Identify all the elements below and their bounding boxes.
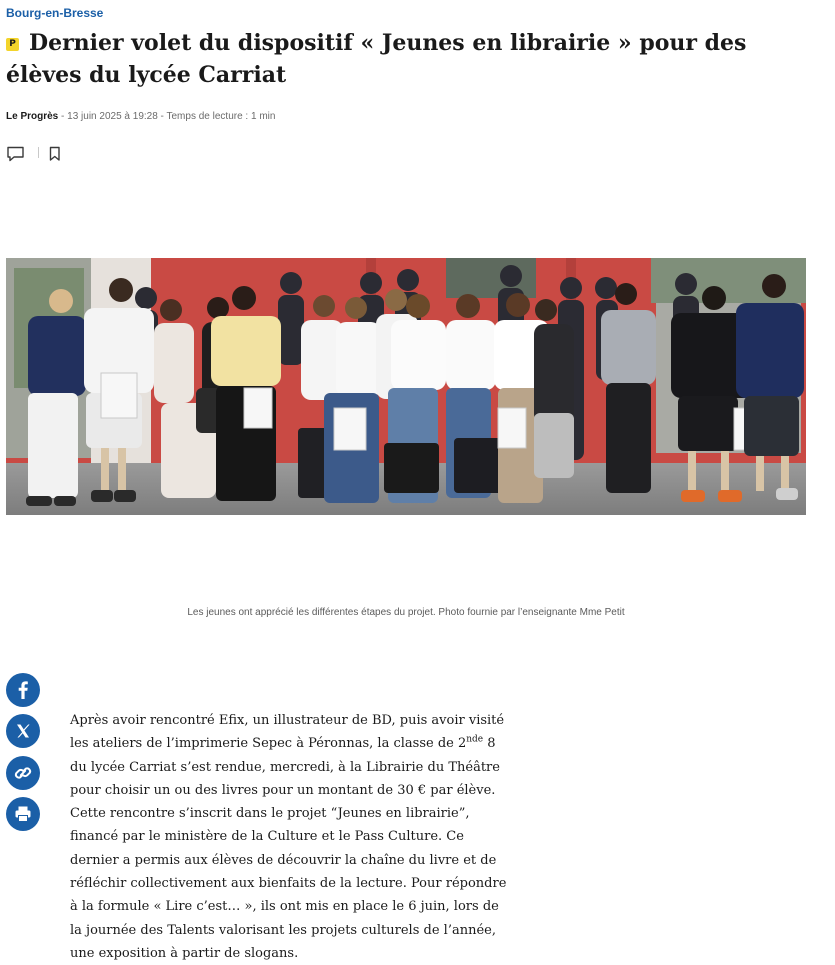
article-body-superscript: nde	[466, 734, 484, 745]
article-body-part2: 8 du lycée Carriat s’est rendue, mercredi, à la Librairie du Théâtre pour choisir un ou des livres pour un montant de 30 € par élève. Cette rencontre s’inscrit dans le projet “Jeunes en librairie”, financé par le ministère de la Culture et le Pass Culture. Ce dernier a permis aux élèves de découvrir la chaîne du livre et de réfléchir collectivement aux bienfaits de la lecture. Pour répondre à la formule « Lire c’est… », ils ont mis en place le 6 juin, lors de la journée des Talents valorisant les projets culturels de l’année, une exposition à partir de slogans.	[70, 736, 507, 961]
article-title-text: Dernier volet du dispositif « Jeunes en librairie » pour des élèves du lycée Carriat	[6, 30, 747, 88]
print-icon	[6, 797, 40, 831]
byline-reading-time: Temps de lecture : 1 min	[166, 111, 276, 122]
byline-separator: -	[157, 111, 167, 122]
photo-caption: Les jeunes ont apprécié les différentes étapes du projet. Photo fournie par l’enseignante Mme Petit	[187, 607, 625, 618]
bookmark-icon[interactable]	[48, 145, 62, 163]
share-link-button[interactable]	[6, 756, 40, 790]
actions-divider	[38, 147, 39, 158]
byline-date: 13 juin 2025 à 19:28	[67, 111, 158, 122]
byline-separator: -	[58, 111, 68, 122]
share-print-button[interactable]	[6, 797, 40, 831]
share-facebook-button[interactable]	[6, 673, 40, 707]
article-body-part1: Après avoir rencontré Efix, un illustrateur de BD, puis avoir visité les ateliers de l’imprimerie Sepec à Péronnas, la classe de 2	[70, 713, 505, 752]
comment-icon[interactable]	[6, 145, 26, 163]
article-photo	[6, 258, 806, 515]
share-x-button[interactable]	[6, 714, 40, 748]
link-icon	[6, 756, 40, 790]
byline	[6, 111, 275, 122]
x-icon	[6, 714, 40, 748]
group-photo	[6, 258, 806, 515]
article-title	[6, 27, 806, 91]
article-body	[70, 709, 510, 965]
premium-badge-icon: P	[6, 38, 19, 51]
section-kicker[interactable]: Bourg-en-Bresse	[6, 6, 104, 20]
facebook-icon	[6, 673, 40, 707]
byline-source: Le Progrès	[6, 111, 59, 122]
